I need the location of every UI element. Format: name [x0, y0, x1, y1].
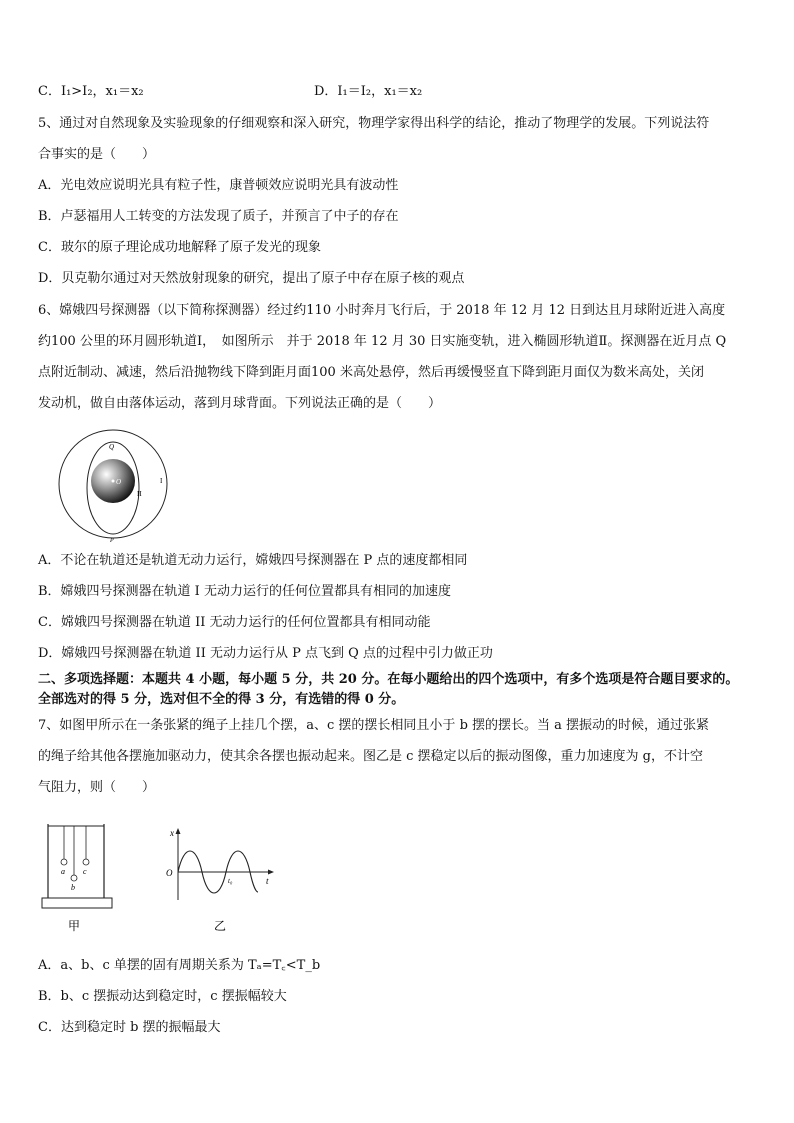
label-p: P: [110, 538, 114, 544]
label-orbit-ii: II: [137, 490, 142, 498]
axis-x-label: x: [170, 828, 174, 838]
caption-yi: 乙: [214, 919, 227, 933]
orbit-figure: [52, 428, 176, 544]
label-a: a: [61, 867, 65, 876]
q6-option-c: C．嫦娥四号探测器在轨道 II 无动力运行的任何位置都具有相同动能: [38, 615, 431, 630]
origin-label: O: [166, 868, 173, 878]
caption-jia: 甲: [68, 919, 81, 933]
option-c-prev: C．I₁>I₂，x₁＝x₂: [38, 84, 144, 99]
section2-line1: 二、多项选择题：本题共 4 小题，每小题 5 分，共 20 分。在每小题给出的四个选项中，有多个选项是符合题目要求的。: [38, 672, 739, 687]
q5-stem-line1: 5、通过对自然现象及实验现象的仔细观察和深入研究，物理学家得出科学的结论，推动了物理学的发展。下列说法符: [38, 116, 710, 131]
axis-t-label: t: [266, 876, 269, 886]
x-axis-arrow: [176, 828, 181, 834]
bob-c: [83, 859, 89, 865]
label-c: c: [83, 867, 87, 876]
q5-stem-line2: 合事实的是（ ）: [38, 147, 156, 162]
q5-option-d: D．贝克勒尔通过对天然放射现象的研究，提出了原子中存在原子核的观点: [38, 271, 465, 286]
q5-option-c: C．玻尔的原子理论成功地解释了原子发光的现象: [38, 240, 321, 255]
section2-line2: 全部选对的得 5 分，选对但不全的得 3 分，有选错的得 0 分。: [38, 692, 405, 707]
option-d-prev: D．I₁＝I₂，x₁＝x₂: [314, 84, 423, 99]
q7-option-c: C．达到稳定时 b 摆的振幅最大: [38, 1020, 221, 1035]
moon-center-dot: [112, 480, 115, 483]
q7-option-a: A．a、b、c 单摆的固有周期关系为 Tₐ=T꜀<T_b: [38, 958, 321, 973]
q5-option-a: A．光电效应说明光具有粒子性，康普顿效应说明光具有波动性: [38, 178, 399, 193]
q6-option-a: A．不论在轨道还是轨道无动力运行，嫦娥四号探测器在 P 点的速度都相同: [38, 553, 468, 568]
q6-stem-line2: 约100 公里的环月圆形轨道Ⅰ， 如图所示 并于 2018 年 12 月 30 日实施变轨，进入椭圆形轨道Ⅱ。探测器在近月点 Q: [38, 334, 727, 349]
q6-option-d: D．嫦娥四号探测器在轨道 II 无动力运行从 P 点飞到 Q 点的过程中引力做正功: [38, 646, 493, 661]
t0-label: t₀: [228, 877, 233, 885]
q7-stem-line2: 的绳子给其他各摆施加驱动力，使其余各摆也振动起来。图乙是 c 摆稳定以后的振动图像，重力加速度为 g，不计空: [38, 749, 704, 764]
label-b: b: [71, 883, 75, 892]
label-orbit-i: I: [160, 477, 163, 485]
t-axis-arrow: [268, 870, 274, 875]
q6-stem-line3: 点附近制动、减速，然后沿抛物线下降到距月面100 米高处悬停，然后再缓慢竖直下降到距月面仅为数米高处，关闭: [38, 365, 704, 380]
q5-option-b: B．卢瑟福用人工转变的方法发现了质子，并预言了中子的存在: [38, 209, 399, 224]
vibration-graph: [162, 826, 282, 938]
q7-stem-line1: 7、如图甲所示在一条张紧的绳子上挂几个摆，a、c 摆的摆长相同且小于 b 摆的摆长。当 a 摆振动的时候，通过张紧: [38, 718, 710, 733]
label-o: O: [116, 478, 122, 486]
bob-b: [71, 875, 77, 881]
q6-option-b: B．嫦娥四号探测器在轨道 I 无动力运行的任何位置都具有相同的加速度: [38, 584, 451, 599]
label-q: Q: [109, 443, 115, 451]
q7-option-b: B．b、c 摆振动达到稳定时，c 摆振幅较大: [38, 989, 287, 1004]
q7-stem-line3: 气阻力，则（ ）: [38, 780, 156, 795]
pendulum-figure: [38, 818, 118, 936]
pendulum-base: [42, 898, 112, 908]
q6-stem-line4: 发动机，做自由落体运动，落到月球背面。下列说法正确的是（ ）: [38, 396, 442, 411]
q6-stem-line1: 6、嫦娥四号探测器（以下简称探测器）经过约110 小时奔月飞行后，于 2018 年 12 月 12 日到达且月球附近进入高度: [38, 303, 726, 318]
bob-a: [61, 859, 67, 865]
